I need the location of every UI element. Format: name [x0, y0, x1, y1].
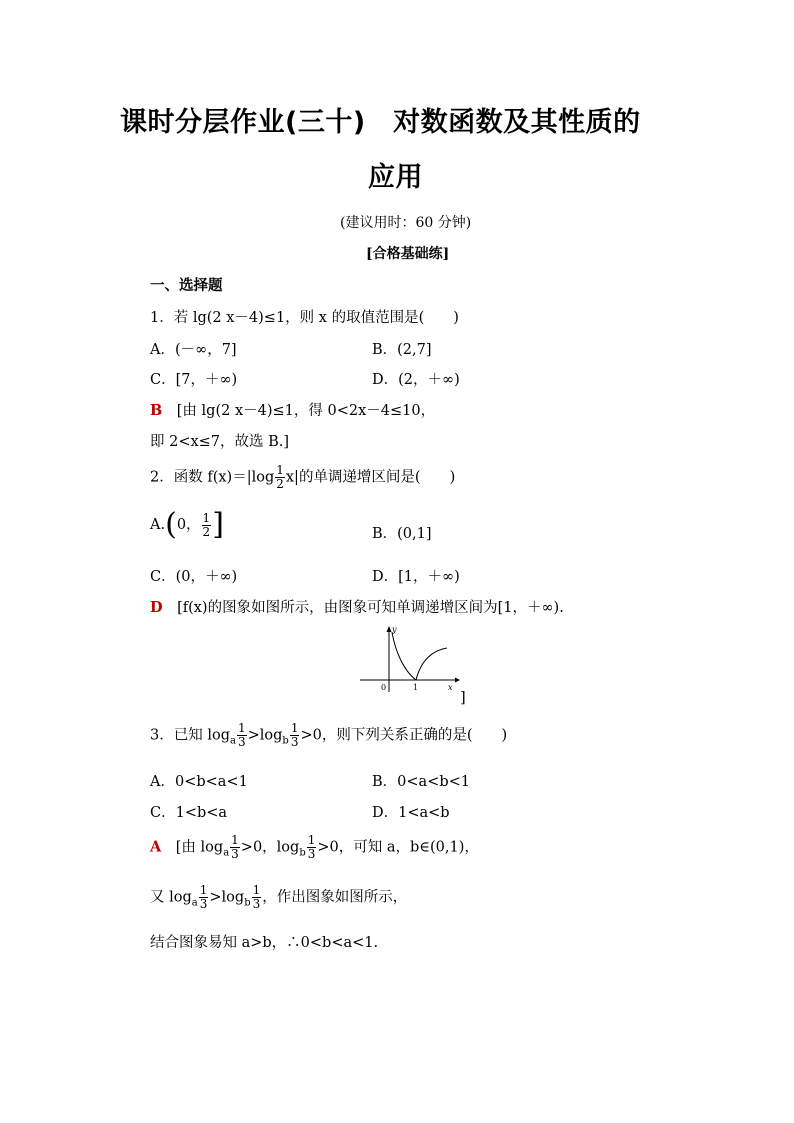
q2-option-d: D．[1，＋∞): [372, 569, 460, 585]
q2-solution-closing: ]: [460, 690, 466, 706]
graph-y-arrow: [387, 626, 392, 632]
q2-a-fraction: [202, 512, 212, 539]
q2-stem: [150, 464, 455, 491]
q3-sol1-mid: >0，log: [240, 839, 300, 856]
part-heading: 一、选择题: [150, 278, 223, 294]
q2-function-graph: [355, 620, 465, 695]
q3-sol2-sub-a: a: [191, 897, 198, 909]
q3-answer: A: [150, 838, 162, 856]
q3-option-b: B．0<a<b<1: [372, 774, 470, 790]
q3-sol2-fa-num: 1: [199, 883, 208, 897]
q3-stem-mid: >log: [247, 727, 283, 744]
q1-answer: B: [150, 402, 163, 419]
q1-option-d: D．(2，＋∞): [372, 372, 460, 388]
q3-sol2-fraction-a: [199, 884, 209, 911]
q3-solution-line3: 结合图象易知 a>b，∴0<b<a<1.: [150, 935, 379, 951]
graph-x-arrow: [455, 678, 460, 683]
q3-stem-post: >0，则下列关系正确的是( ): [300, 727, 508, 744]
q3-option-c: C．1<b<a: [150, 805, 228, 821]
q3-sol2-fb-num: 1: [252, 883, 261, 897]
q3-stem-pre: 3．已知 log: [150, 727, 230, 744]
q3-sol2-fb-den: 3: [252, 897, 261, 911]
q3-sol2-post: ，作出图象如图所示，: [262, 889, 408, 906]
q3-fraction-a: [237, 722, 247, 749]
graph-x-label: x: [448, 683, 453, 692]
q1-solution-line1: [150, 399, 435, 420]
graph-left-branch: [392, 632, 416, 680]
q3-sub-a: a: [229, 735, 236, 747]
q3-frac-b-num: 1: [290, 721, 299, 735]
q3-sol2-mid: >log: [209, 889, 245, 906]
graph-right-branch: [416, 648, 447, 680]
q3-frac-a-den: 3: [237, 735, 246, 749]
graph-y-label: y: [392, 625, 397, 634]
q2-answer: D: [150, 599, 163, 616]
q1-option-b: B．(2,7]: [372, 342, 432, 358]
graph-one-label: 1: [413, 683, 419, 692]
q2-base-fraction: [275, 464, 285, 491]
q3-sol1-fb-den: 3: [307, 847, 316, 861]
q1-solution-text: [由 lg(2 x－4)≤1，得 0<2x－4≤10，: [176, 403, 436, 419]
q3-sol1-fa-num: 1: [231, 833, 239, 847]
q2-a-label: A.: [150, 517, 166, 533]
q2-option-a: A.(0， $\frac{1}{2}$ ]: [150, 507, 224, 542]
q1-option-a: A．(－∞，7]: [150, 342, 237, 358]
q3-fraction-b: [290, 722, 300, 749]
q2-stem-post: x|的单调递增区间是( ): [285, 469, 456, 486]
q3-frac-b-den: 3: [290, 735, 299, 749]
q1-option-c: C．[7，＋∞): [150, 372, 238, 388]
q3-option-d: D．1<a<b: [372, 805, 450, 821]
q3-sol2-fa-den: 3: [199, 897, 208, 911]
q2-option-c: C．(0，＋∞): [150, 569, 238, 585]
q3-sol2-pre: 又 log: [150, 889, 192, 906]
q3-sol1-sub-a: a: [223, 847, 230, 859]
q3-sub-b: b: [282, 735, 289, 747]
q2-solution-line: [150, 596, 564, 617]
q2-solution-text: [f(x)的图象如图所示，由图象可知单调递增区间为[1，＋∞).: [177, 600, 564, 616]
q3-frac-a-num: 1: [237, 721, 246, 735]
q2-a-frac-num: 1: [202, 510, 211, 525]
page-title-line2: 应用: [368, 162, 423, 193]
q3-sol1-fraction-a: [230, 834, 240, 861]
q3-sol1-fb-num: 1: [307, 833, 316, 847]
q3-solution-line1: [150, 834, 479, 861]
q3-solution-line2: [150, 884, 407, 911]
section-tag: [合格基础练]: [366, 246, 450, 262]
q3-sol1-fraction-b: [307, 834, 317, 861]
q1-solution-line2: 即 2<x≤7，故选 B.]: [150, 434, 290, 450]
q3-stem: [150, 722, 507, 749]
time-hint: (建议用时：60 分钟): [340, 215, 472, 231]
q1-stem: 1．若 lg(2 x－4)≤1，则 x 的取值范围是( ): [150, 310, 459, 326]
q2-stem-pre: 2．函数 f(x)＝|log: [150, 469, 275, 486]
page-title-line1: 课时分层作业(三十) 对数函数及其性质的: [120, 107, 641, 138]
q2-frac-den: 2: [276, 477, 284, 491]
q2-a-frac-den: 2: [202, 524, 211, 539]
q3-sol2-sub-b: b: [244, 897, 251, 909]
q2-option-b: B．(0,1]: [372, 526, 432, 542]
q3-sol1-pre: [由 log: [175, 839, 224, 856]
q3-sol1-sub-b: b: [299, 847, 306, 859]
q3-sol1-fa-den: 3: [231, 847, 239, 861]
q3-sol2-fraction-b: [252, 884, 262, 911]
q3-option-a: A．0<b<a<1: [150, 774, 248, 790]
q3-sol1-post: >0，可知 a，b∈(0,1)，: [317, 839, 479, 856]
graph-origin-label: 0: [381, 683, 387, 692]
q2-a-mid: 0，: [176, 517, 201, 533]
q2-frac-num: 1: [276, 463, 284, 477]
